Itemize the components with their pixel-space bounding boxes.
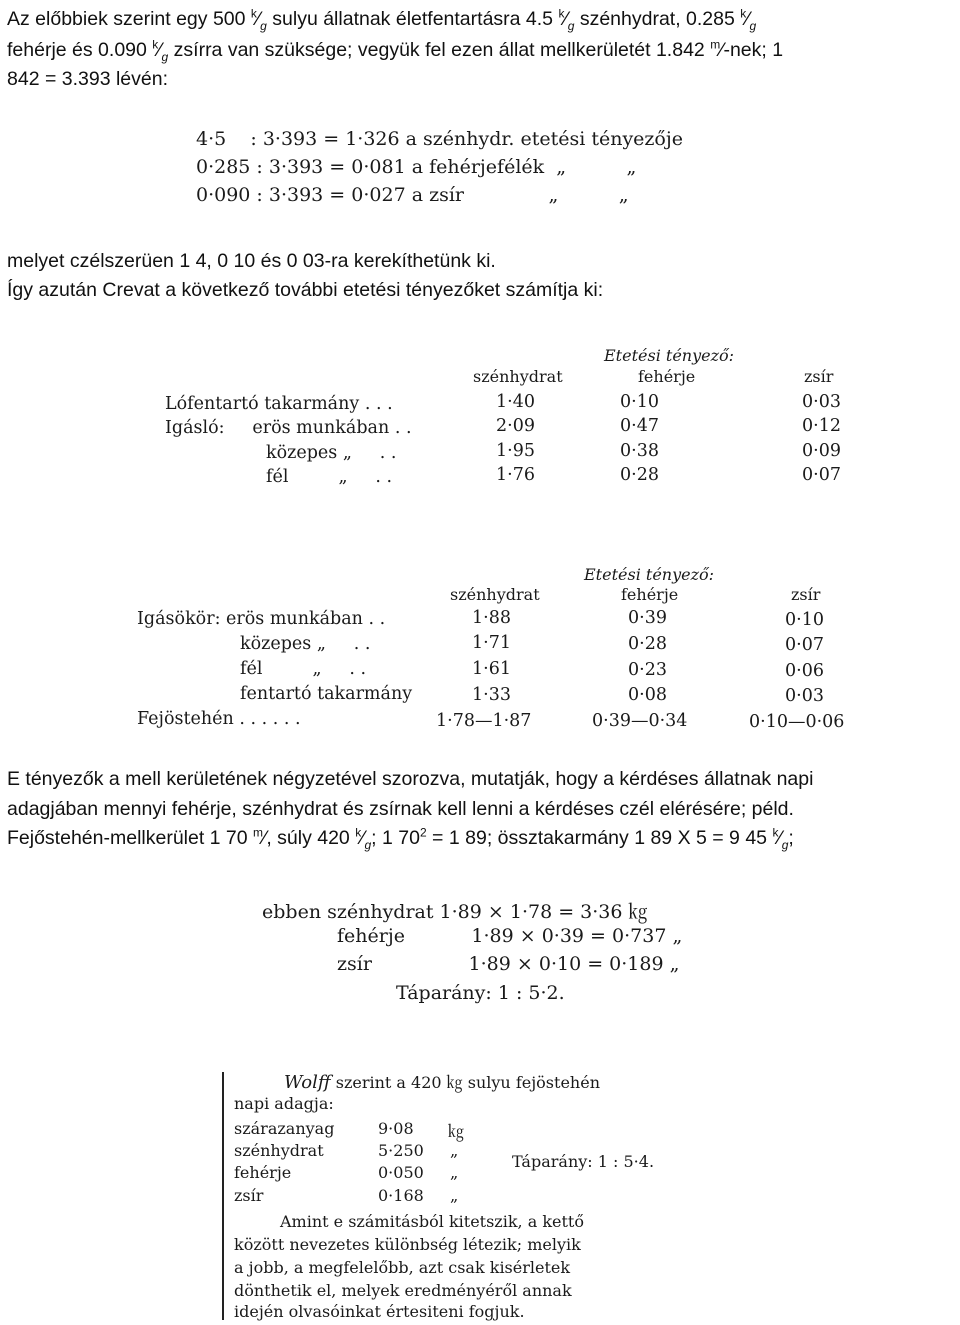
calc2-ratio: Táparány: 1 : 5·2. bbox=[396, 982, 565, 1004]
rounding-text: melyet czélszerüen 1 4, 0 10 és 0 03-ra kerekíthetünk ki. bbox=[7, 250, 496, 272]
fat-value: 0·07 bbox=[802, 465, 841, 485]
fat-value: 0·06 bbox=[785, 661, 824, 681]
item-unit: „ bbox=[450, 1141, 459, 1160]
carb-value: 1·33 bbox=[472, 685, 511, 705]
fat-value: 0·12 bbox=[802, 416, 841, 436]
table1-header-fat: zsír bbox=[804, 367, 834, 386]
carb-value: 1·71 bbox=[472, 633, 511, 653]
calc1-row-3: 0·090 : 3·393 = 0·027 a zsír „ „ bbox=[196, 184, 629, 206]
fat-value: 0·10—0·06 bbox=[749, 712, 845, 732]
wolff-title-line: Wolff szerint a 420 ㎏ sulyu fejöstehén bbox=[284, 1072, 600, 1093]
row-label: fél „ . . bbox=[240, 659, 367, 679]
carb-value: 1·61 bbox=[472, 659, 511, 679]
calc1-row-2: 0·285 : 3·393 = 0·081 a fehérjefélék „ „ bbox=[196, 156, 637, 178]
item-unit: ㎏ bbox=[448, 1122, 465, 1141]
intro-line-3: 842 = 3.393 lévén: bbox=[7, 68, 169, 90]
fat-value: 0·03 bbox=[802, 392, 841, 412]
calc2-row-fat: zsír 1·89 × 0·10 = 0·189 „ bbox=[337, 953, 680, 975]
explanation-line-1: E tényezők a mell kerületének négyzetével szorozva, mutatják, hogy a kérdéses állatnak napi bbox=[7, 768, 814, 790]
protein-value: 0·10 bbox=[620, 392, 659, 412]
table1-header-protein: fehérje bbox=[638, 367, 696, 386]
carb-value: 1·78—1·87 bbox=[436, 711, 532, 731]
fat-value: 0·07 bbox=[785, 635, 824, 655]
protein-value: 0·28 bbox=[628, 634, 667, 654]
row-label: Igásló: erös munkában . . bbox=[165, 418, 412, 438]
carb-value: 1·95 bbox=[496, 441, 535, 461]
item-value: 9·08 bbox=[378, 1119, 414, 1138]
row-label: fentartó takarmány bbox=[240, 684, 413, 704]
item-name: fehérje bbox=[234, 1163, 292, 1182]
item-value: 0·168 bbox=[378, 1186, 424, 1205]
table1-header-carb: szénhydrat bbox=[473, 367, 563, 386]
wolff-name: Wolff bbox=[284, 1072, 331, 1093]
item-value: 0·050 bbox=[378, 1163, 424, 1182]
wolff-para-line: idején olvasóinkat értesiteni fogjuk. bbox=[234, 1302, 525, 1321]
wolff-para-line: között nevezetes különbség létezik; melyik bbox=[234, 1235, 581, 1254]
protein-value: 0·08 bbox=[628, 685, 667, 705]
table1-caption: Etetési tényező: bbox=[604, 346, 735, 365]
table2-caption: Etetési tényező: bbox=[584, 565, 715, 584]
table2-header-fat: zsír bbox=[791, 585, 821, 604]
protein-value: 0·28 bbox=[620, 465, 659, 485]
crevat-intro-text: Így azután Crevat a következő további etetési tényezőket számítja ki: bbox=[7, 279, 604, 301]
fat-value: 0·09 bbox=[802, 441, 841, 461]
protein-value: 0·39 bbox=[628, 608, 667, 628]
row-label: közepes „ . . bbox=[240, 634, 371, 654]
table2-header-carb: szénhydrat bbox=[450, 585, 540, 604]
item-name: szárazanyag bbox=[234, 1119, 335, 1138]
intro-line-1: Az előbbiek szerint egy 500 $^k⁄_g$ sulyu állatnak életfentartásra 4.5 $^k⁄_g$ szénhydrat, 0.285 $^k⁄_g$ bbox=[7, 6, 757, 33]
row-label: Lófentartó takarmány . . . bbox=[165, 394, 393, 414]
protein-value: 0·47 bbox=[620, 416, 659, 436]
explanation-line-2: adagjában mennyi fehérje, szénhydrat és zsírnak kell lenni a kérdéses czél elérésére; péld. bbox=[7, 798, 794, 820]
calc1-row-1: 4·5 : 3·393 = 1·326 a szénhydr. etetési tényezője bbox=[196, 128, 684, 150]
carb-value: 2·09 bbox=[496, 416, 535, 436]
calc2-row-protein: fehérje 1·89 × 0·39 = 0·737 „ bbox=[337, 925, 683, 947]
clipping-left-rule bbox=[222, 1072, 224, 1320]
item-name: zsír bbox=[234, 1186, 264, 1205]
row-label: fél „ . . bbox=[266, 467, 393, 487]
row-label: Fejöstehén . . . . . . bbox=[137, 709, 301, 729]
item-value: 5·250 bbox=[378, 1141, 424, 1160]
fat-value: 0·03 bbox=[785, 686, 824, 706]
protein-value: 0·38 bbox=[620, 441, 659, 461]
carb-value: 1·76 bbox=[496, 465, 535, 485]
item-name: szénhydrat bbox=[234, 1141, 324, 1160]
item-unit: „ bbox=[450, 1186, 459, 1205]
carb-value: 1·88 bbox=[472, 608, 511, 628]
table2-header-protein: fehérje bbox=[621, 585, 679, 604]
row-label: közepes „ . . bbox=[266, 443, 397, 463]
intro-line-2: fehérje és 0.090 $^k⁄_g$ zsírra van szüksége; vegyük fel ezen állat mellkerületét 1.842 $^m$⁄-nek; 1 bbox=[7, 37, 784, 64]
wolff-ratio: Táparány: 1 : 5·4. bbox=[512, 1152, 655, 1171]
wolff-subtitle: napi adagja: bbox=[234, 1094, 334, 1113]
explanation-line-3: Fejőstehén-mellkerület 1 70 $^m$⁄, súly 420 $^k⁄_g$; 1 $70^2 = 1$ 89; össztakarmány 1 89 X 5 = 9 45 $^k⁄_g$; bbox=[7, 825, 794, 852]
wolff-para-line: a jobb, a megfelelőbb, azt csak kisérletek bbox=[234, 1258, 571, 1277]
protein-value: 0·39—0·34 bbox=[592, 711, 688, 731]
item-unit: „ bbox=[450, 1163, 459, 1182]
calc2-row-carb: ebben szénhydrat 1·89 × 1·78 = 3·36 ㎏ bbox=[262, 901, 648, 923]
protein-value: 0·23 bbox=[628, 660, 667, 680]
carb-value: 1·40 bbox=[496, 392, 535, 412]
wolff-para-line: Amint e számitásból kitetszik, a kettő bbox=[280, 1212, 584, 1231]
wolff-para-line: dönthetik el, melyek eredményéről annak bbox=[234, 1281, 572, 1300]
row-label: Igásökör: erös munkában . . bbox=[137, 609, 386, 629]
fat-value: 0·10 bbox=[785, 610, 824, 630]
